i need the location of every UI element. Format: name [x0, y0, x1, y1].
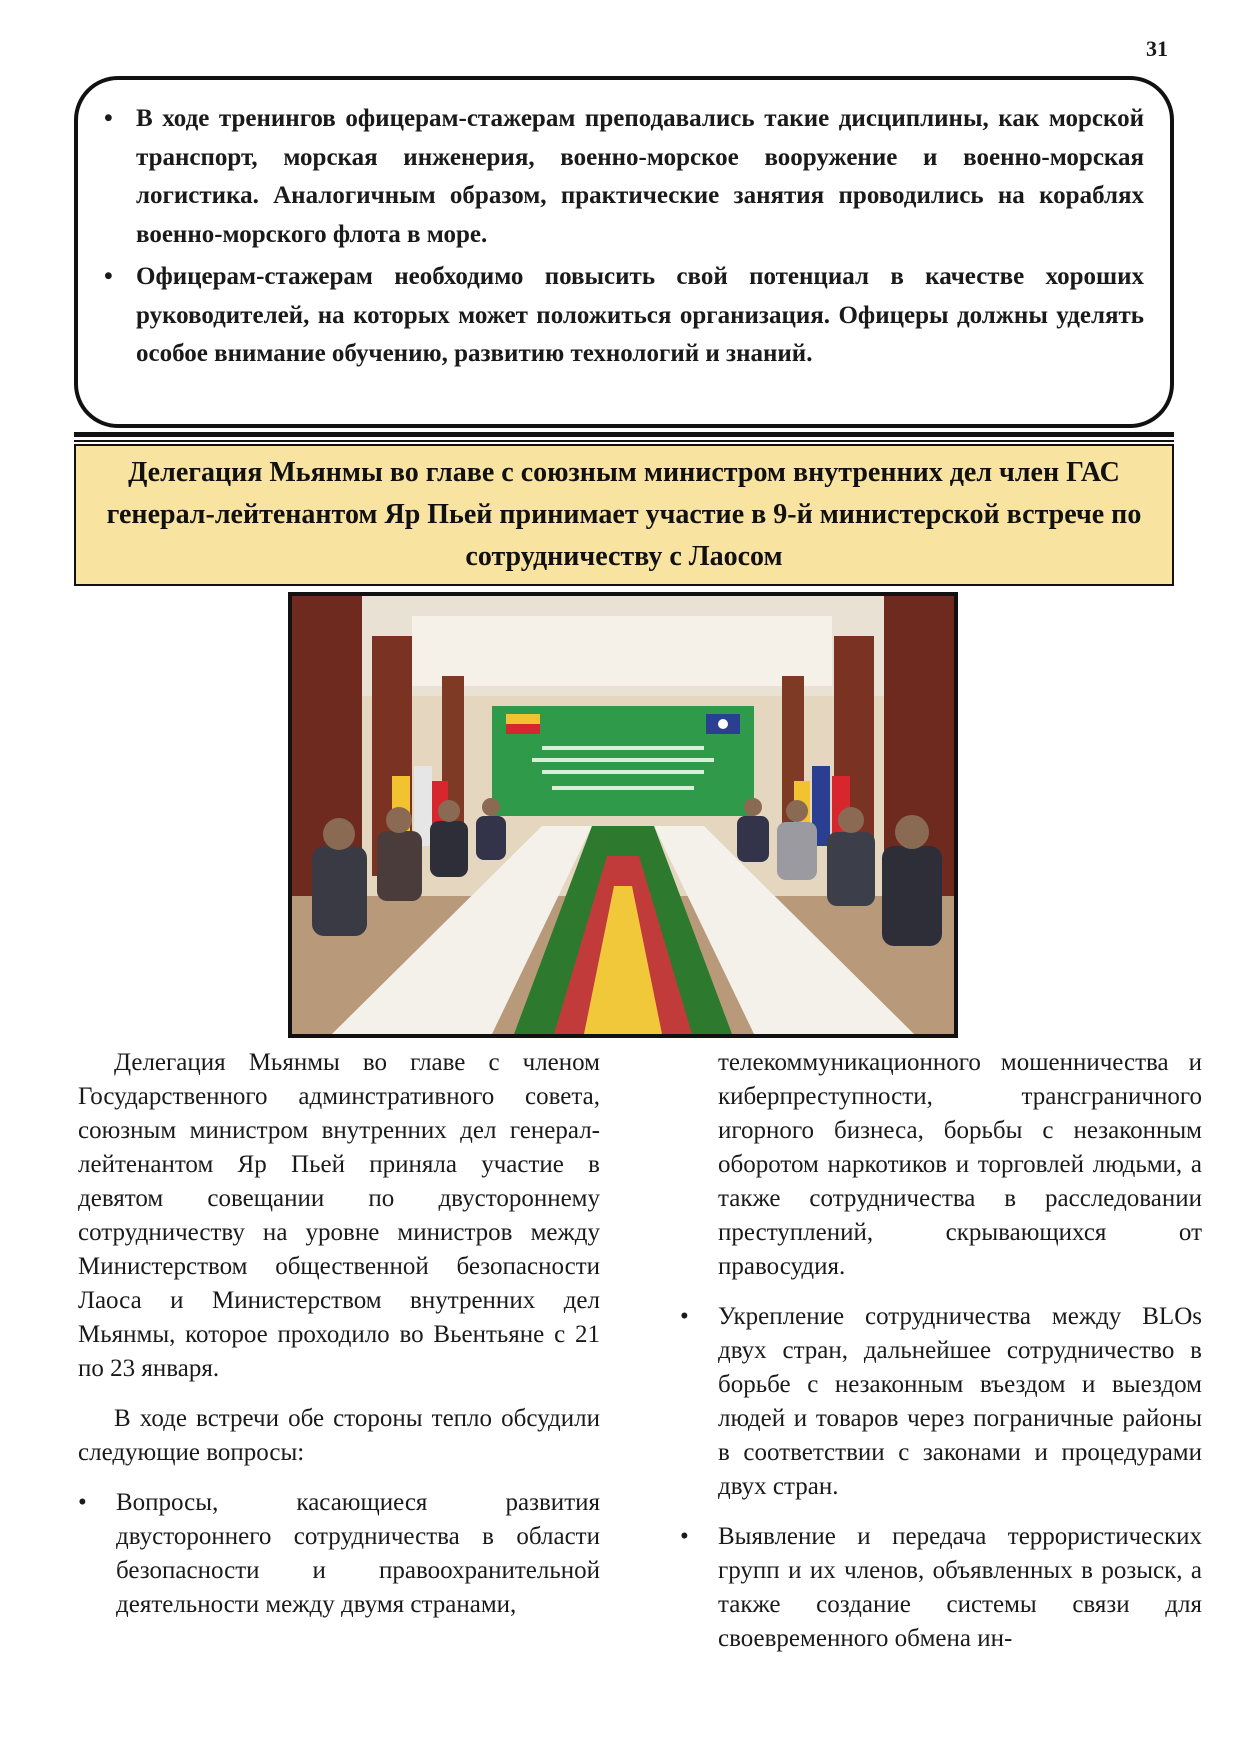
summary-bullet-item: [104, 100, 1144, 254]
section-divider-thin: [74, 440, 1174, 442]
summary-bullet-text: Офицерам-стажерам необходимо повысить свой потенциал в качестве хороших руководителей, на которых может положиться организация. Офицеры должны уделять особое внимание обучению, развитию технологий и знаний.: [136, 263, 1144, 367]
section-divider: [74, 432, 1174, 437]
summary-bullet-item: [104, 258, 1144, 374]
article-bullet-item: [680, 1520, 1202, 1656]
article-headline: Делегация Мьянмы во главе с союзным министром внутренних дел член ГАС генерал-лейтенантом Яр Пьей принимает участие в 9-й министерской встрече по сотрудничеству с Лаосом: [106, 457, 1142, 572]
summary-bullet-text: В ходе тренингов офицерам-стажерам преподавались такие дисциплины, как морской транспорт, морская инженерия, военно-морское вооружение и военно-морская логистика. Аналогичным образом, практические занятия проводились на кораблях военно-морского флота в море.: [136, 105, 1144, 248]
article-bullet-text: Вопросы, касающиеся развития двустороннего сотрудничества в области безопасности и правоохранительной деятельности между двумя странами,: [116, 1489, 600, 1618]
article-paragraph: В ходе встречи обе стороны тепло обсудили следующие вопросы:: [78, 1405, 600, 1466]
bullet-icon: •: [78, 1489, 87, 1516]
article-bullet-continuation: [680, 1046, 1202, 1284]
article-bullet-list: [78, 1486, 600, 1622]
article-bullet-list: [680, 1046, 1202, 1656]
summary-box: [74, 76, 1174, 428]
article-bullet-item: [680, 1300, 1202, 1504]
bullet-icon: •: [104, 263, 113, 290]
article-paragraph: Делегация Мьянмы во главе с членом Государственного админстративного совета, союзным министром внутренних дел генерал-лейтенантом Яр Пьей приняла участие в девятом совещании по двустороннему сотрудничеству на уровне министров между Министерством общественной безопасности Лаоса и Министерством внутренних дел Мьянмы, которое проходило во Вьентьяне с 21 по 23 января.: [78, 1049, 600, 1382]
article-bullet-item: [78, 1486, 600, 1622]
bullet-icon: •: [104, 105, 113, 132]
meeting-photo-illustration: [292, 596, 954, 1034]
article-column-left: [78, 1046, 600, 1638]
article-column-right: [680, 1046, 1202, 1672]
article-bullet-text: Выявление и передача террористических групп и их членов, объявленных в розыск, а также создание системы связи для своевременного обмена ин-: [718, 1523, 1202, 1652]
page-number: 31: [1146, 36, 1168, 61]
article-bullet-text: телекоммуникационного мошенничества и киберпреступности, трансграничного игорного бизнеса, борьбы с незаконным оборотом наркотиков и торговлей людьми, а также сотрудничества в расследовании преступлений, скрывающихся от правосудия.: [718, 1049, 1202, 1280]
meeting-photo: [288, 592, 958, 1038]
bullet-icon: •: [680, 1523, 689, 1550]
bullet-icon: •: [680, 1303, 689, 1330]
summary-bullet-list: [104, 100, 1144, 374]
article-bullet-text: Укрепление сотрудничества между BLOs двух стран, дальнейшее сотрудничество в борьбе с незаконным въездом и выездом людей и товаров через пограничные районы в соответствии с законами и процедурами двух стран.: [718, 1303, 1202, 1500]
headline-box: [74, 444, 1174, 586]
